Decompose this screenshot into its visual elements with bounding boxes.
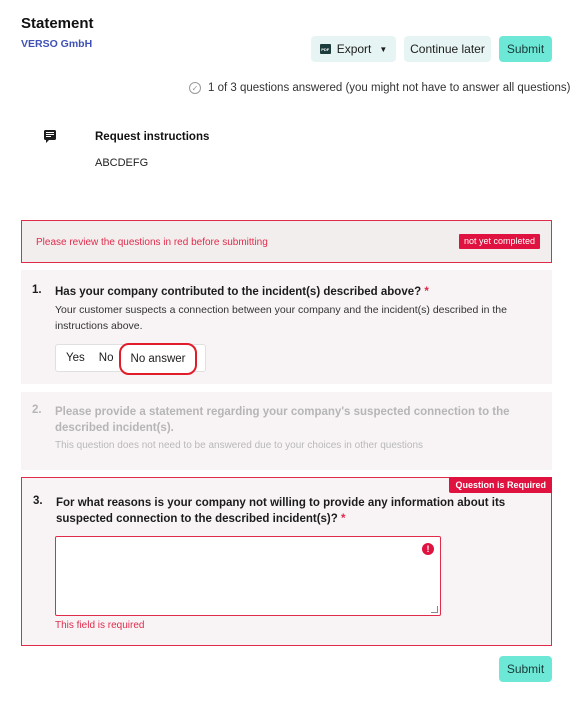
question-1-card [21, 270, 552, 384]
question-3-card [21, 477, 552, 646]
choice-yes[interactable]: Yes [66, 352, 85, 364]
choice-no-answer[interactable]: No answer [119, 343, 197, 375]
choice-no[interactable]: No [98, 352, 114, 364]
answer-textarea-wrapper [55, 536, 441, 616]
required-badge: Question is Required [449, 477, 552, 493]
submit-button-bottom[interactable]: Submit [499, 656, 552, 682]
check-circle-icon: ✓ [189, 82, 201, 94]
comment-icon [44, 130, 56, 140]
question-title-text: Has your company contributed to the incident(s) described above? [55, 286, 422, 298]
question-title: Please provide a statement regarding your company's suspected connection to the described incident(s). [55, 406, 510, 434]
chevron-down-icon: ▼ [379, 44, 388, 54]
resize-handle-icon[interactable] [431, 606, 438, 613]
question-2-card [21, 392, 552, 470]
page-title: Statement [21, 15, 94, 32]
progress-text: 1 of 3 questions answered (you might not have to answer all questions) [208, 82, 571, 94]
question-title [55, 284, 535, 300]
question-number: 2. [32, 404, 42, 416]
required-mark: * [424, 286, 429, 298]
answer-textarea[interactable] [56, 537, 440, 615]
export-button[interactable] [311, 36, 396, 62]
validation-alert [21, 220, 552, 263]
question-title-text: For what reasons is your company not willing to provide any information about its suspected connection to the described incident(s)? [56, 497, 506, 525]
question-note: This question does not need to be answered due to your choices in other questions [55, 440, 424, 451]
question-number: 1. [32, 284, 42, 296]
required-mark: * [341, 513, 346, 525]
company-name: VERSO GmbH [21, 38, 93, 50]
question-description: Your customer suspects a connection between your company and the incident(s) described in the instructions above. [55, 304, 507, 332]
error-icon: ! [422, 543, 434, 555]
question-number: 3. [33, 495, 43, 507]
status-badge: not yet completed [459, 234, 540, 249]
instructions-title: Request instructions [95, 131, 210, 143]
question-title [56, 495, 536, 527]
alert-message: Please review the questions in red before submitting [36, 237, 268, 248]
continue-later-button[interactable]: Continue later [404, 36, 491, 62]
field-error-text: This field is required [55, 620, 145, 631]
export-label: Export [336, 42, 372, 56]
submit-button-top[interactable]: Submit [499, 36, 552, 62]
pdf-icon: PDF [320, 44, 331, 54]
progress-indicator [189, 82, 570, 94]
instructions-text: ABCDEFG [95, 157, 149, 169]
